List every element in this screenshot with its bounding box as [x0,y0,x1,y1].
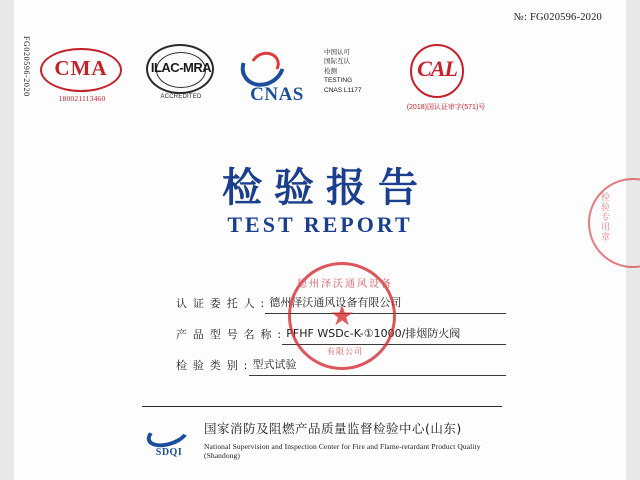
field-label-product-model: 产 品 型 号 名 称 : [176,328,283,341]
page-title-english: TEST REPORT [227,212,413,237]
footer-org-name-english: National Supervision and Inspection Center for Fire and Flame-retardant Product Quality (Shandong) [204,441,481,460]
vertical-document-code: FG020596-2020 [22,36,31,97]
serial-number-label: №: [513,12,528,23]
page-title-chinese: 检验报告 [222,165,430,211]
edge-red-stamp-text: 检验专用章 [599,192,609,242]
cma-logo [40,48,126,110]
field-value-client: 德州泽沃通风设备有限公司 [265,294,506,314]
field-row-test-category [176,345,506,376]
field-row-product-model [176,314,506,345]
cal-logo [392,44,502,114]
ilac-mra-logo [138,44,224,102]
star-icon: ★ [329,300,355,331]
cnas-logo-text: CNAS [250,84,304,105]
page-left-margin-band [0,0,14,480]
field-label-client: 认 证 委 托 人 : [176,297,266,310]
cnas-info-line5: CNAS L1177 [324,86,362,94]
field-row-client [176,283,506,314]
cal-certificate-number: (2018)国认证审字(571)号 [406,104,486,111]
cal-logo-text: CAL [417,56,457,81]
cnas-accreditation-info [324,48,361,95]
report-field-list [176,283,506,376]
sdqi-logo-text: SDQI [155,447,183,458]
serial-number [514,12,602,23]
cnas-info-line1: 中国认可 [324,49,350,56]
cnas-info-line4: TESTING [324,77,353,85]
cma-logo-text: CMA [54,56,108,80]
ilac-logo-sub: ACCREDITED [160,94,202,100]
cnas-logo [236,46,318,105]
footer-content [142,420,512,460]
field-label-test-category: 检 验 类 别 : [176,359,249,372]
ilac-logo-text: ILAC-MRA [150,60,212,75]
cma-logo-number: 180021113460 [58,94,106,103]
accreditation-logo-strip [40,40,486,112]
field-value-product-model: PFHF WSDc-K-①1000/排烟防火阀 [282,325,506,345]
company-red-stamp-bottom-text: 有限公司 [327,347,363,356]
sdqi-logo [142,420,196,460]
footer-org-name-chinese: 国家消防及阻燃产品质量监督检验中心(山东) [204,421,462,436]
serial-number-value: FG020596-2020 [529,12,602,23]
company-red-stamp-top-text: 德州泽沃通风设备 [297,279,393,290]
cnas-info-line2: 国际互认 [324,58,350,66]
footer-org-block [204,420,512,460]
footer-divider [142,406,502,407]
field-value-test-category: 型式试验 [249,356,507,376]
cnas-info-line3: 检测 [324,67,337,75]
